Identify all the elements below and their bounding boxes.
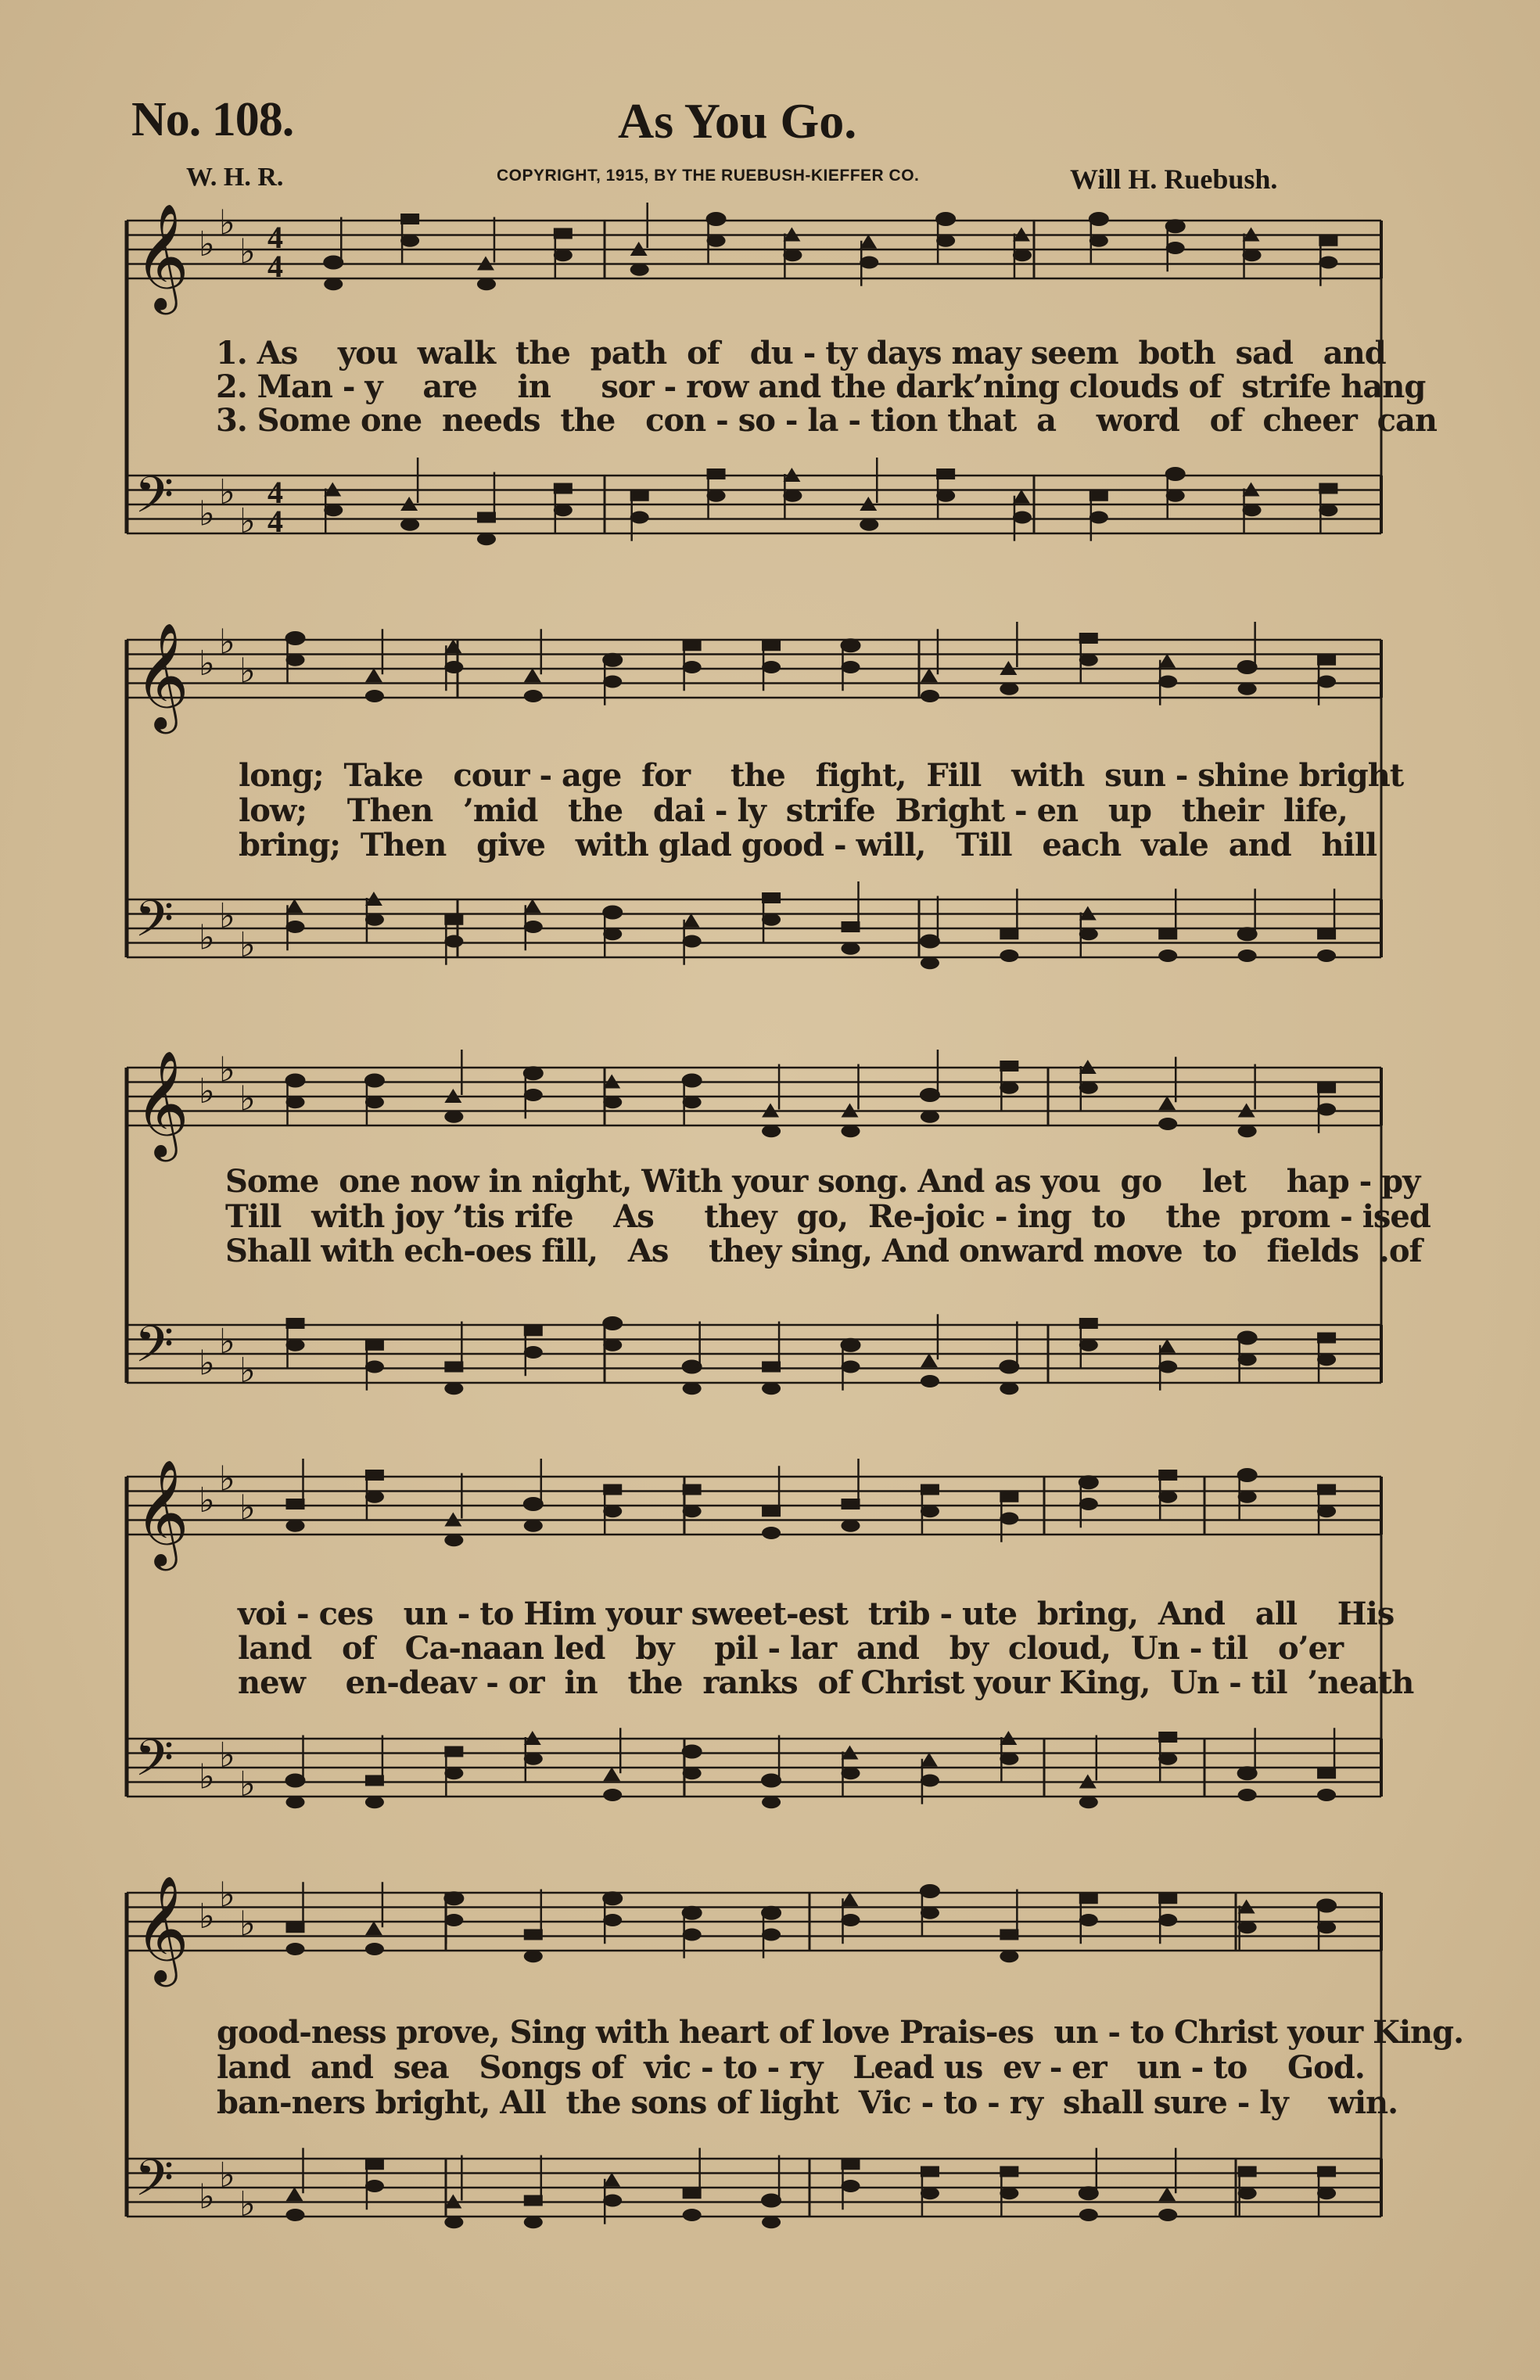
hymn-title: As You Go. <box>618 93 857 149</box>
note-head <box>630 512 649 524</box>
note-head <box>1317 1484 1336 1495</box>
note-head <box>842 921 860 932</box>
note-head <box>286 899 303 913</box>
note-head <box>444 1914 463 1926</box>
note-head <box>286 1922 305 1933</box>
note-head <box>603 1484 622 1495</box>
note-head <box>1317 1082 1336 1093</box>
note-head <box>444 2216 463 2228</box>
note-head <box>286 1096 305 1108</box>
note-head <box>524 668 541 682</box>
flat-sign-icon: ♭ <box>219 1050 235 1090</box>
note-head <box>1158 928 1177 939</box>
words-credit: W. H. R. <box>186 163 284 192</box>
note-head <box>524 1520 543 1532</box>
note-head <box>707 235 726 247</box>
note-head <box>707 490 726 502</box>
note-head <box>603 1096 622 1108</box>
note-head <box>1317 949 1336 962</box>
flat-sign-icon: ♭ <box>199 1343 215 1384</box>
note-head <box>1319 483 1337 494</box>
note-head <box>683 2209 702 2221</box>
note-head <box>630 490 649 501</box>
note-head <box>1166 490 1185 502</box>
note-head <box>1166 242 1185 254</box>
note-head <box>1243 504 1262 516</box>
lyric-s4-v2: land of Ca-naan led by pil - lar and by cloud, Un - til o’er <box>238 1630 1344 1667</box>
note-head <box>921 1353 938 1367</box>
flat-sign-icon: ♭ <box>199 224 215 264</box>
note-head <box>1089 490 1108 501</box>
note-head <box>1079 2209 1098 2221</box>
note-head <box>603 928 622 940</box>
note-head <box>1000 1950 1018 1962</box>
note-head <box>762 1929 781 1941</box>
note-head <box>444 661 463 673</box>
note-head <box>1238 1921 1257 1933</box>
flat-sign-icon: ♭ <box>199 2177 215 2217</box>
note-head <box>683 1505 702 1517</box>
note-head <box>444 639 461 653</box>
note-head <box>860 235 877 249</box>
treble-clef-icon: 𝄞 <box>135 1458 189 1566</box>
note-head <box>603 1789 622 1801</box>
note-head <box>1013 490 1030 504</box>
note-head <box>1079 1498 1098 1510</box>
note-head <box>683 1382 702 1395</box>
flat-sign-icon: ♭ <box>239 1350 256 1391</box>
flat-sign-icon: ♭ <box>199 494 215 534</box>
note-head <box>365 1775 384 1786</box>
note-head <box>554 483 573 494</box>
note-head <box>1158 1893 1177 1904</box>
flat-sign-icon: ♭ <box>239 501 256 541</box>
note-head <box>1079 1893 1098 1904</box>
note-head <box>286 1796 305 1808</box>
note-head <box>444 914 463 925</box>
note-head <box>1238 1125 1257 1137</box>
note-head <box>921 690 939 702</box>
flat-sign-icon: ♭ <box>219 622 235 662</box>
note-head <box>444 1111 463 1123</box>
note-head <box>524 1753 543 1765</box>
note-head <box>554 249 573 261</box>
flat-sign-icon: ♭ <box>219 472 235 512</box>
note-head <box>762 1362 781 1373</box>
note-head <box>1158 2187 1176 2201</box>
flat-sign-icon: ♭ <box>239 1488 256 1528</box>
note-head <box>1000 1492 1018 1502</box>
note-head <box>1079 1318 1098 1329</box>
note-head <box>707 468 726 479</box>
note-head <box>936 490 955 502</box>
note-head <box>1000 1061 1018 1072</box>
note-head <box>1000 949 1018 962</box>
note-head <box>1000 683 1018 695</box>
note-head <box>1000 1753 1018 1765</box>
note-head <box>1158 1491 1177 1503</box>
note-head <box>1158 1361 1177 1373</box>
note-head <box>683 1484 702 1495</box>
treble-clef-icon: 𝄞 <box>135 621 189 729</box>
note-head <box>524 690 543 702</box>
note-head <box>286 1339 305 1352</box>
note-head <box>444 1746 463 1757</box>
treble-clef-icon: 𝄞 <box>135 1049 189 1157</box>
note-head <box>1079 1082 1098 1094</box>
note-head <box>683 914 700 928</box>
note-head <box>1158 1914 1177 1926</box>
note-head <box>365 1340 384 1351</box>
note-head <box>603 1914 622 1926</box>
note-head <box>365 1491 384 1503</box>
note-head <box>444 1534 463 1546</box>
note-head <box>762 1382 781 1395</box>
note-head <box>921 1505 939 1517</box>
lyric-s1-v3: 3. Some one needs the con - so - la - tion that a word of cheer can <box>216 402 1437 439</box>
note-head <box>365 1470 384 1481</box>
note-head <box>762 2216 781 2228</box>
note-head <box>921 957 939 969</box>
lyric-s1-v1: 1. As you walk the path of du - ty days may seem both sad and <box>216 335 1386 372</box>
note-head <box>1079 1796 1098 1808</box>
note-head <box>762 1796 781 1808</box>
flat-sign-icon: ♭ <box>219 1735 235 1775</box>
flat-sign-icon: ♭ <box>199 917 215 958</box>
note-head <box>1089 512 1108 524</box>
note-head <box>1317 2166 1336 2177</box>
flat-sign-icon: ♭ <box>239 1904 256 1944</box>
flat-sign-icon: ♭ <box>239 2184 256 2224</box>
note-head <box>1079 1339 1098 1352</box>
lyric-s2-v3: bring; Then give with glad good - will, Till each vale and hill <box>239 827 1377 863</box>
note-head <box>1000 1382 1018 1395</box>
note-head <box>1317 655 1336 666</box>
note-head <box>524 1929 543 1940</box>
note-head <box>603 2173 620 2187</box>
note-head <box>921 2166 939 2177</box>
lyric-s4-v1: voi - ces un - to Him your sweet-est trib - ute bring, And all His <box>238 1596 1395 1632</box>
note-head <box>842 1914 860 1926</box>
bass-clef-icon: 𝄢 <box>135 466 174 537</box>
note-head <box>842 1361 860 1373</box>
note-head <box>1317 1921 1336 1933</box>
note-head <box>365 1943 384 1955</box>
lyric-s1-v2: 2. Man - y are in sor - row and the dark’ning clouds of strife hang <box>216 368 1426 405</box>
note-head <box>762 1527 781 1539</box>
lyric-s3-v1: Some one now in night, With your song. And as you go let hap - py <box>225 1163 1420 1200</box>
note-head <box>286 654 305 666</box>
copyright-notice: COPYRIGHT, 1915, BY THE RUEBUSH-KIEFFER CO. <box>497 167 920 185</box>
note-head <box>842 942 860 955</box>
flat-sign-icon: ♭ <box>219 896 235 936</box>
note-head <box>683 1767 702 1779</box>
note-head <box>400 235 419 247</box>
note-head <box>603 1505 622 1517</box>
note-head <box>842 1892 859 1906</box>
note-head <box>842 1520 860 1532</box>
note-head <box>1079 928 1098 940</box>
note-head <box>524 1089 543 1101</box>
note-head <box>477 533 496 545</box>
note-head <box>1317 1768 1336 1779</box>
note-head <box>921 1111 939 1123</box>
lyric-s5-v3: ban-ners bright, All the sons of light Vic - to - ry shall sure - ly win. <box>217 2084 1398 2121</box>
note-head <box>683 1096 702 1108</box>
hymn-number: No. 108. <box>131 93 294 146</box>
note-head <box>842 2180 860 2192</box>
note-head <box>477 278 496 290</box>
note-head <box>1319 504 1337 516</box>
time-signature: 4 <box>267 249 283 284</box>
note-head <box>1158 1096 1176 1110</box>
note-head <box>1158 1339 1176 1353</box>
note-head <box>1238 1353 1257 1366</box>
note-head <box>524 921 543 933</box>
note-head <box>762 640 781 651</box>
note-head <box>842 661 860 673</box>
note-head <box>1319 257 1337 269</box>
flat-sign-icon: ♭ <box>199 644 215 684</box>
flat-sign-icon: ♭ <box>239 232 256 272</box>
note-head <box>860 519 878 531</box>
note-head <box>524 2195 543 2206</box>
bass-clef-icon: 𝄢 <box>135 1316 174 1387</box>
lyric-s2-v1: long; Take cour - age for the fight, Fill with sun - shine bright <box>239 757 1404 794</box>
note-head <box>603 1767 620 1781</box>
note-head <box>842 2159 860 2170</box>
bass-clef-icon: 𝄢 <box>135 1729 174 1800</box>
note-head <box>921 2187 939 2199</box>
flat-sign-icon: ♭ <box>199 1757 215 1797</box>
note-head <box>1158 1753 1177 1765</box>
note-head <box>921 668 938 682</box>
note-head <box>783 490 802 502</box>
note-head <box>921 1907 939 1919</box>
note-head <box>1319 235 1337 246</box>
note-head <box>444 1767 463 1779</box>
note-head <box>286 1520 305 1532</box>
note-head <box>762 1506 781 1517</box>
note-head <box>1158 949 1177 962</box>
note-head <box>936 468 955 479</box>
note-head <box>762 661 781 673</box>
note-head <box>524 1325 543 1336</box>
lyric-s3-v2: Till with joy ’tis rife As they go, Re-joic - ing to the prom - ised <box>225 1198 1431 1235</box>
note-head <box>444 935 463 948</box>
bass-clef-icon: 𝄢 <box>135 890 174 961</box>
treble-clef-icon: 𝄞 <box>135 202 189 310</box>
note-head <box>365 1096 384 1108</box>
note-head <box>1079 633 1098 644</box>
note-head <box>286 921 305 933</box>
flat-sign-icon: ♭ <box>239 1764 256 1804</box>
note-head <box>1238 949 1257 962</box>
note-head <box>921 1753 938 1767</box>
note-head <box>524 1950 543 1962</box>
flat-sign-icon: ♭ <box>239 924 256 965</box>
time-signature: 4 <box>267 475 283 510</box>
note-head <box>444 1382 463 1395</box>
flat-sign-icon: ♭ <box>199 1897 215 1937</box>
time-signature: 4 <box>267 220 283 255</box>
note-head <box>683 661 702 673</box>
flat-sign-icon: ♭ <box>219 1459 235 1499</box>
note-head <box>842 1767 860 1779</box>
flat-sign-icon: ♭ <box>239 651 256 691</box>
note-head <box>1158 676 1177 688</box>
note-head <box>1317 1789 1336 1801</box>
note-head <box>286 1318 305 1329</box>
note-head <box>286 2187 303 2201</box>
note-head <box>324 278 343 290</box>
note-head <box>365 690 384 702</box>
note-head <box>921 1375 939 1387</box>
note-head <box>1089 235 1108 247</box>
note-head <box>603 676 622 688</box>
note-head <box>1317 676 1336 688</box>
note-head <box>1238 1491 1257 1503</box>
note-head <box>1317 1505 1336 1517</box>
note-head <box>683 935 702 948</box>
note-head <box>683 640 702 651</box>
flat-sign-icon: ♭ <box>219 1875 235 1915</box>
flat-sign-icon: ♭ <box>219 2155 235 2195</box>
lyric-s5-v1: good-ness prove, Sing with heart of love Prais-es un - to Christ your King. <box>217 2014 1464 2051</box>
note-head <box>365 1361 384 1373</box>
note-head <box>1158 1732 1177 1743</box>
flat-sign-icon: ♭ <box>239 1079 256 1119</box>
note-head <box>365 2180 384 2192</box>
note-head <box>554 228 573 239</box>
note-head <box>860 257 878 269</box>
lyric-s3-v3: Shall with ech-oes fill, As they sing, And onward move to fields .of <box>225 1233 1422 1269</box>
flat-sign-icon: ♭ <box>199 1072 215 1111</box>
note-head <box>1000 1082 1018 1094</box>
note-head <box>1158 654 1176 668</box>
note-head <box>1000 2166 1018 2177</box>
music-credit: Will H. Ruebush. <box>1070 163 1278 195</box>
lyric-s5-v2: land and sea Songs of vic - to - ry Lead us ev - er un - to God. <box>217 2049 1365 2086</box>
bass-clef-icon: 𝄢 <box>135 2149 174 2220</box>
note-head <box>365 2159 384 2170</box>
note-head <box>1079 1914 1098 1926</box>
note-head <box>783 249 802 261</box>
note-head <box>1238 683 1257 695</box>
time-signature: 4 <box>267 504 283 539</box>
note-head <box>842 1499 860 1509</box>
note-head <box>683 1929 702 1941</box>
note-head <box>683 2188 702 2199</box>
note-head <box>1000 2187 1018 2199</box>
note-head <box>286 1499 305 1509</box>
note-head <box>1238 2166 1257 2177</box>
note-head <box>1079 654 1098 666</box>
note-head <box>1158 1118 1177 1130</box>
note-head <box>365 668 382 682</box>
note-head <box>603 1339 622 1352</box>
note-head <box>1317 928 1336 939</box>
note-head <box>365 914 384 926</box>
note-head <box>1158 2209 1177 2221</box>
note-head <box>1317 1333 1336 1344</box>
note-head <box>400 214 419 224</box>
note-head <box>762 892 781 903</box>
note-head <box>286 2209 305 2221</box>
note-head <box>365 1796 384 1808</box>
note-head <box>936 235 955 247</box>
note-head <box>524 899 541 913</box>
note-head <box>921 1484 939 1495</box>
flat-sign-icon: ♭ <box>219 203 235 243</box>
note-head <box>365 1921 382 1935</box>
note-head <box>1238 2187 1257 2199</box>
flat-sign-icon: ♭ <box>199 1481 215 1520</box>
note-head <box>400 519 419 531</box>
treble-clef-icon: 𝄞 <box>135 1874 189 1982</box>
flat-sign-icon: ♭ <box>219 1321 235 1362</box>
note-head <box>477 512 496 523</box>
note-head <box>842 1125 860 1137</box>
note-head <box>1000 928 1018 939</box>
lyric-s2-v2: low; Then ’mid the dai - ly strife Bright - en up their life, <box>239 792 1348 829</box>
note-head <box>444 1362 463 1373</box>
note-head <box>921 1775 939 1787</box>
note-head <box>630 264 649 276</box>
note-head <box>1013 512 1032 524</box>
lyric-s4-v3: new en-deav - or in the ranks of Christ your King, Un - til ’neath <box>238 1664 1414 1701</box>
note-head <box>1000 1929 1018 1940</box>
note-head <box>524 2216 543 2228</box>
note-head <box>1243 249 1262 261</box>
note-head <box>1317 2187 1336 2199</box>
note-head <box>524 1346 543 1359</box>
note-head <box>286 1943 305 1955</box>
note-head <box>1317 1104 1336 1116</box>
note-head <box>762 914 781 926</box>
note-head <box>1317 1353 1336 1366</box>
note-head <box>1158 1470 1177 1481</box>
note-head <box>324 504 343 516</box>
note-head <box>1238 1789 1257 1801</box>
note-head <box>554 504 573 516</box>
note-head <box>1013 249 1032 261</box>
note-head <box>603 2195 622 2207</box>
note-head <box>1000 1513 1018 1525</box>
note-head <box>762 1125 781 1137</box>
